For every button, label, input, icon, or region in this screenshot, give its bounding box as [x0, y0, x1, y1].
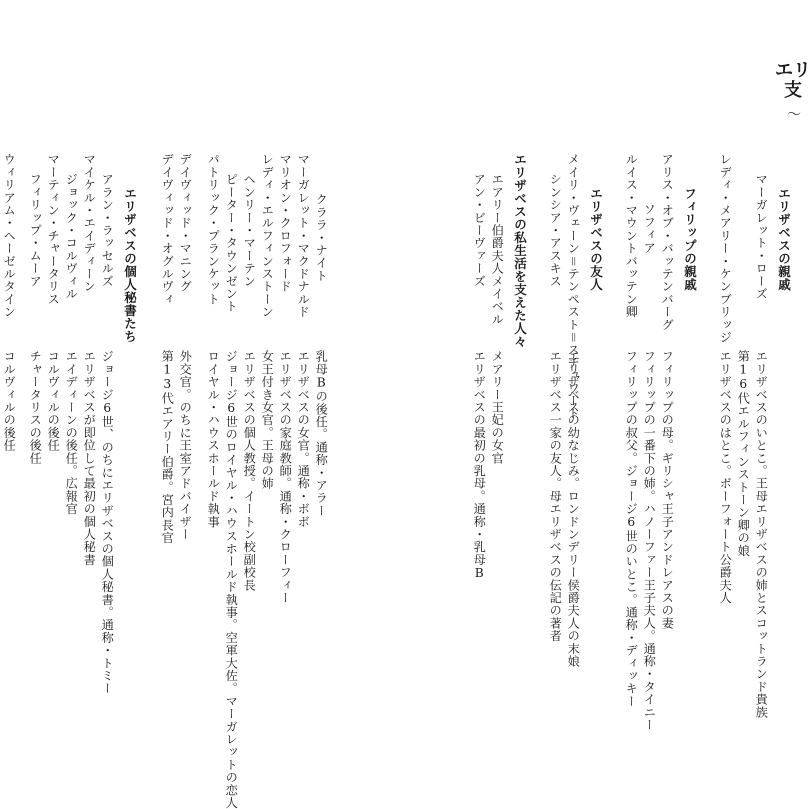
person-desc: エリザベスの家庭教師。通称・クローフィー: [278, 350, 293, 604]
person-name: レディ・エルフィンストーン: [260, 153, 275, 319]
section-heading: エリザベスの個人秘書たち: [122, 187, 138, 343]
person-desc: コルヴィルの後任: [46, 350, 61, 452]
person-desc: ジョージ6世、のちにエリザベスの個人秘書。通称・トミー: [100, 350, 115, 695]
person-name: アン・ビーヴァーズ: [472, 173, 487, 288]
section-title-line2: 支: [784, 80, 802, 101]
person-desc: 外交官。のちに王室アドバイザー: [178, 350, 193, 541]
person-desc: フィリップの叔父。ジョージ6世のいとこ。通称・ディッキー: [624, 350, 639, 708]
person-desc: ジョージ6世のロイヤル・ハウスホールド執事。空軍大佐。マーガレットの恋人: [224, 350, 239, 809]
person-name: シンシア・アスキス: [548, 173, 563, 288]
ornament-mark: 〜: [787, 107, 801, 123]
person-name: レディ・メアリー・ケンブリッジ: [718, 153, 733, 344]
person-name: アリス・オブ・バッテンバーグ: [660, 153, 675, 331]
person-desc: エリザベスのいとこ。王母エリザベスの姉とスコットランド貴族: [754, 350, 769, 719]
person-name: マーガレット・ローズ: [754, 173, 769, 300]
person-name: デイヴィッド・オグルヴィ: [160, 153, 175, 306]
person-desc: 第16代エルフィンストーン卿の娘: [736, 350, 751, 557]
person-desc: エリザベスが即位して最初の個人秘書: [82, 350, 97, 566]
person-name: ヘンリー・マーテン: [242, 173, 257, 288]
section-heading: エリザベスの親戚: [776, 187, 792, 291]
person-name: デイヴィッド・マニング: [178, 153, 193, 293]
person-desc: エリザベスの女官。通称・ボボ: [296, 350, 311, 528]
person-desc: コルヴィルの後任: [2, 350, 17, 452]
person-desc: エリザベス一家の友人。母エリザベスの伝記の著者: [548, 350, 563, 643]
person-name: ルイス・マウントバッテン卿: [624, 153, 639, 319]
person-name: ジョック・コルヴィル: [64, 173, 79, 300]
person-name: エアリー伯爵夫人メイベル: [490, 173, 505, 326]
person-name: パトリック・プランケット: [206, 153, 221, 306]
section-heading: エリザベスの私生活を支えた人々: [512, 153, 528, 348]
person-name: メイリ・ヴェーン＝テンペスト＝スチュワート: [566, 153, 581, 420]
person-name: マイケル・エイディーン: [82, 153, 97, 293]
person-name: ソフィア: [642, 203, 657, 254]
person-desc: エイディーンの後任。広報官: [64, 350, 79, 516]
person-name: マーティン・チャータリス: [46, 153, 61, 306]
person-desc: チャータリスの後任: [28, 350, 43, 465]
section-heading: エリザベスの友人: [588, 187, 604, 291]
person-name: ピーター・タウンゼント: [224, 173, 239, 313]
person-name: フィリップ・ムーア: [28, 173, 43, 288]
section-heading: フィリップの親戚: [682, 187, 698, 291]
person-desc: エリザベスの幼なじみ。ロンドンデリー侯爵夫人の末娘: [566, 350, 581, 668]
person-desc: フィリップの母。ギリシャ王子アンドレアスの妻: [660, 350, 675, 630]
person-name: ウィリアム・ヘーゼルタイン: [2, 153, 17, 319]
person-desc: ロイヤル・ハウスホールド執事: [206, 350, 221, 528]
person-desc: フィリップの一番下の姉。ハノーファー王子夫人。通称・タイニー: [642, 350, 657, 731]
person-desc: メアリー王妃の女官: [490, 350, 505, 465]
person-desc: 乳母Bの後任。通称・アラー: [314, 350, 329, 517]
person-name: マリオン・クロフォード: [278, 153, 293, 293]
person-name: マーガレット・マクドナルド: [296, 153, 311, 319]
section-title-line1: エリ: [775, 60, 811, 81]
person-name: クララ・ナイト: [314, 193, 329, 282]
person-desc: エリザベスの最初の乳母。通称・乳母B: [472, 350, 487, 581]
person-desc: エリザベスのはとこ。ボーフォート公爵夫人: [718, 350, 733, 604]
person-name: アラン・ラッセルズ: [100, 173, 115, 288]
person-desc: エリザベスの個人教授。イートン校副校長: [242, 350, 257, 592]
person-desc: 女王付き女官。王母の姉: [260, 350, 275, 490]
person-desc: 第13代エアリー伯爵。宮内長官: [160, 350, 175, 545]
